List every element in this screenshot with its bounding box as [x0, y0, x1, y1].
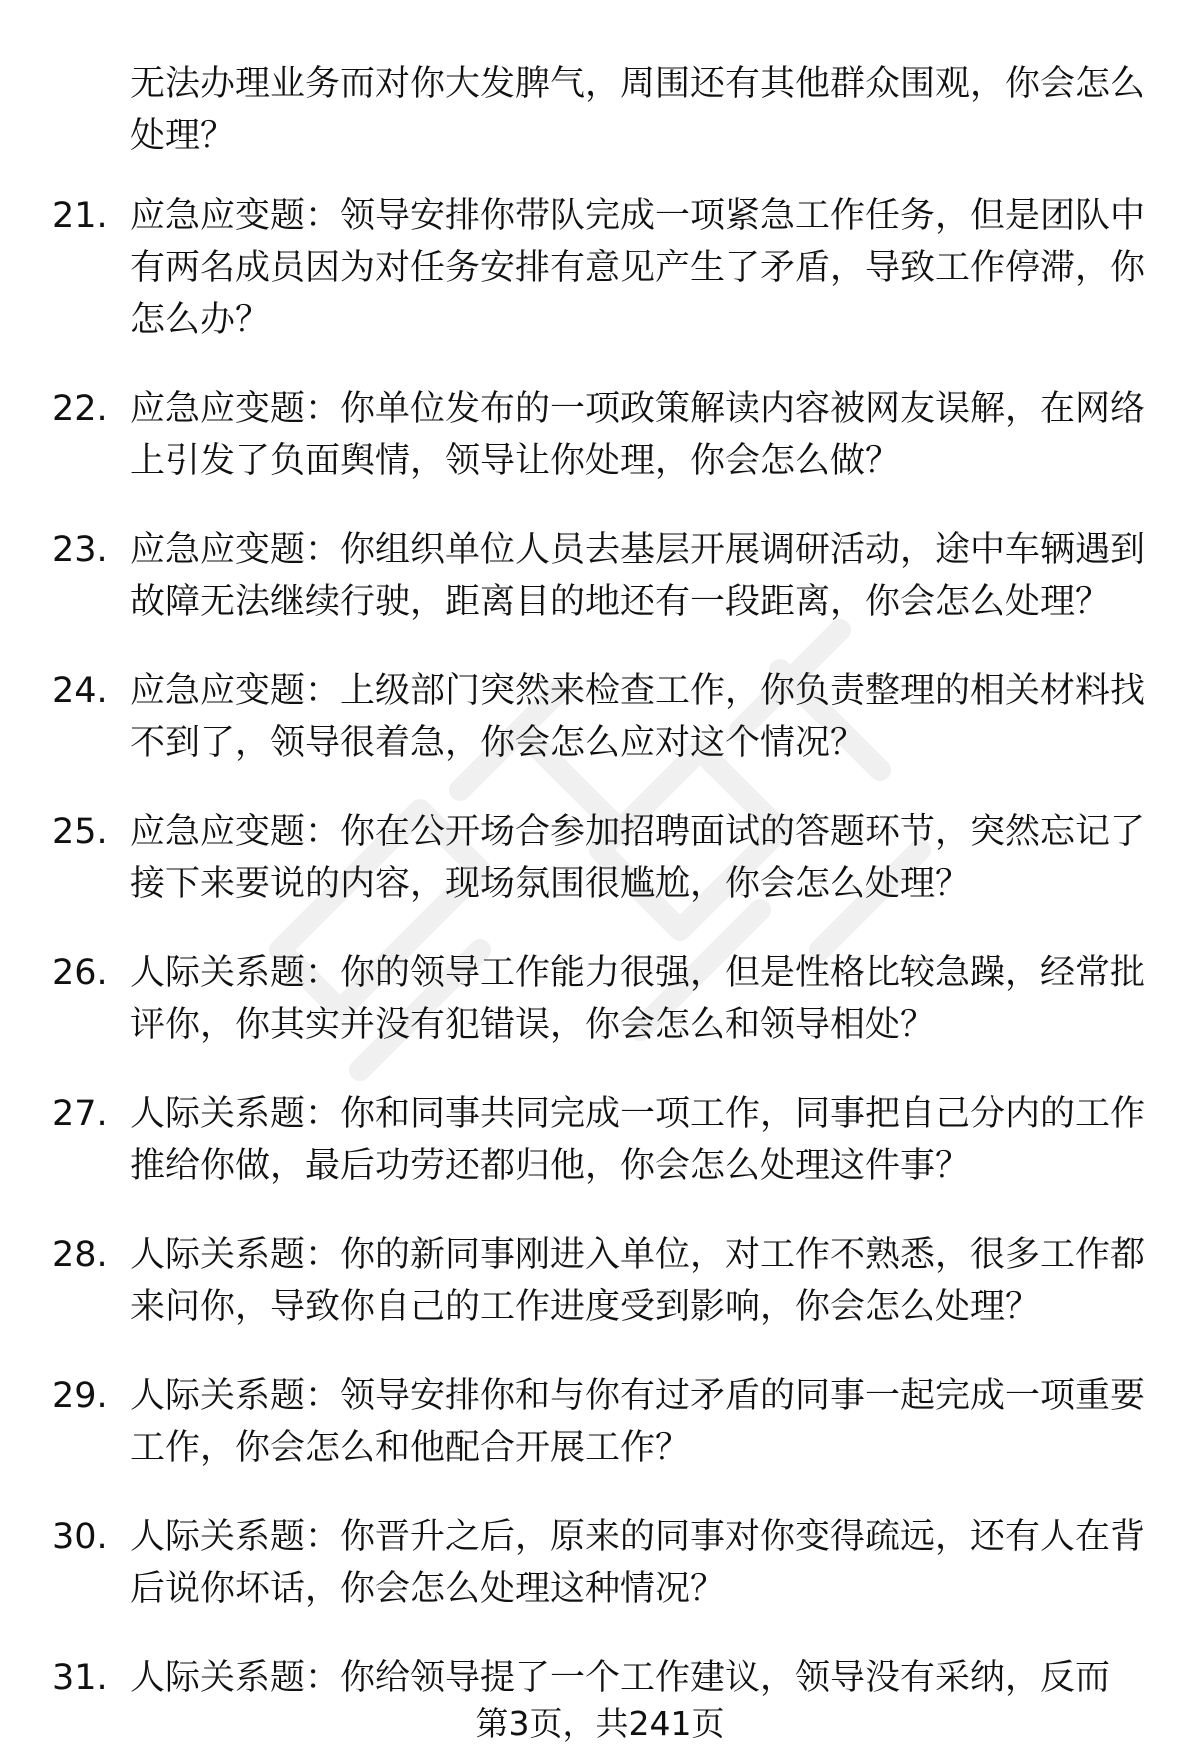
question-text: 人际关系题：你的新同事刚进入单位，对工作不熟悉，很多工作都来问你，导致你自己的工作进度受到影响，你会怎么处理？	[130, 1235, 1146, 1327]
question-text: 人际关系题：你的领导工作能力很强，但是性格比较急躁，经常批评你，你其实并没有犯错误，你会怎么和领导相处？	[130, 953, 1146, 1045]
question-text: 人际关系题：你晋升之后，原来的同事对你变得疏远，还有人在背后说你坏话，你会怎么处理这种情况？	[130, 1517, 1146, 1609]
question-item	[0, 383, 1200, 487]
question-item	[0, 524, 1200, 628]
question-number: 29.	[52, 1376, 108, 1416]
question-number: 27.	[52, 1094, 108, 1134]
continuation-text: 无法办理业务而对你大发脾气，周围还有其他群众围观，你会怎么处理？	[130, 64, 1146, 156]
question-number: 23.	[52, 530, 108, 570]
question-text: 人际关系题：你给领导提了一个工作建议，领导没有采纳，反而	[130, 1658, 1111, 1698]
question-text: 人际关系题：领导安排你和与你有过矛盾的同事一起完成一项重要工作，你会怎么和他配合开展工作？	[130, 1376, 1146, 1468]
question-text: 应急应变题：领导安排你带队完成一项紧急工作任务，但是团队中有两名成员因为对任务安排有意见产生了矛盾，导致工作停滞，你怎么办？	[130, 196, 1146, 340]
question-number: 25.	[52, 812, 108, 852]
question-number: 26.	[52, 953, 108, 993]
question-text: 应急应变题：你在公开场合参加招聘面试的答题环节，突然忘记了接下来要说的内容，现场氛围很尴尬，你会怎么处理？	[130, 812, 1146, 904]
question-text: 人际关系题：你和同事共同完成一项工作，同事把自己分内的工作推给你做，最后功劳还都归他，你会怎么处理这件事？	[130, 1094, 1146, 1186]
question-item	[0, 806, 1200, 910]
question-item	[0, 190, 1200, 346]
question-number: 28.	[52, 1235, 108, 1275]
question-number: 30.	[52, 1517, 108, 1557]
question-text: 应急应变题：上级部门突然来检查工作，你负责整理的相关材料找不到了，领导很着急，你会怎么应对这个情况？	[130, 671, 1146, 763]
question-number: 21.	[52, 196, 108, 236]
question-text: 应急应变题：你组织单位人员去基层开展调研活动，途中车辆遇到故障无法继续行驶，距离目的地还有一段距离，你会怎么处理？	[130, 530, 1146, 622]
question-text: 应急应变题：你单位发布的一项政策解读内容被网友误解，在网络上引发了负面舆情，领导让你处理，你会怎么做？	[130, 389, 1146, 481]
question-item	[0, 1370, 1200, 1474]
question-item	[0, 1652, 1200, 1704]
question-item	[0, 665, 1200, 769]
question-item	[0, 1511, 1200, 1615]
question-number: 24.	[52, 671, 108, 711]
question-number: 22.	[52, 389, 108, 429]
question-item	[0, 1229, 1200, 1333]
question-number: 31.	[52, 1658, 108, 1698]
question-list	[0, 190, 1200, 1741]
question-item	[0, 1088, 1200, 1192]
question-item	[0, 947, 1200, 1051]
page-footer: 第3页，共241页	[475, 1704, 725, 1743]
